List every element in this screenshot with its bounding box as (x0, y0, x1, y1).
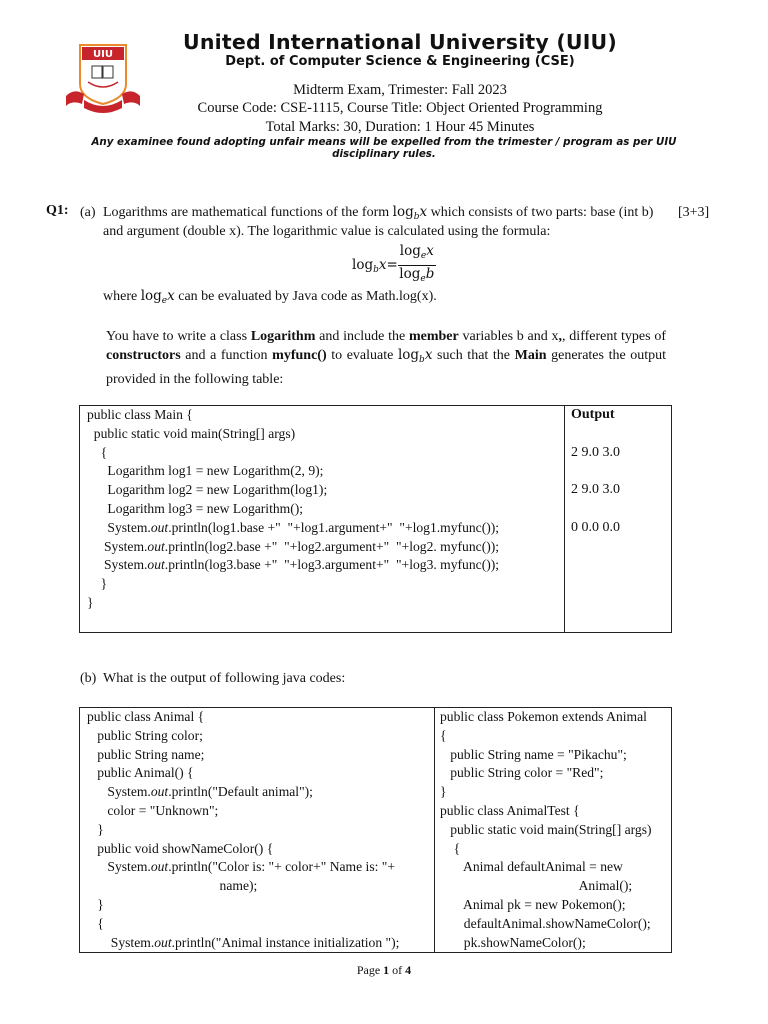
part-b-text: What is the output of following java codes: (103, 671, 346, 686)
page-footer: Page 1 of 4 (356, 963, 412, 977)
main-code: public class Main { public static void main(String[] args) { Logarithm log1 = new Logarithm(2, 9); Logarithm log2 = new Logarithm(log1); Logarithm log3 = new Logarithm(); System.out.println(log1.base +" "+log1.argument+" "+log1.myfunc()); System.out.println(log2.base +" "+log2.argument+" "+log2. myfunc()); System.out.println(log3.base +" "+log3.argument+" "+log3. myfunc()); } } (87, 407, 500, 610)
logo-text: UIU (93, 49, 113, 60)
pokemon-class-cell (435, 708, 672, 953)
where-line: where $\log_ex$ can be evaluated by Java code as Math.log(x). (103, 288, 437, 306)
part-a-line2: and argument (double x). The logarithmic value is calculated using the formula: (103, 224, 551, 239)
log-formula: $\log_bx=$ $\frac{\log_ex}{\log_eb}$ (352, 243, 435, 284)
animal-code-table (79, 707, 672, 953)
output-row-2: 2 9.0 3.0 (571, 482, 620, 498)
course-line: Course Code: CSE-1115, Course Title: Object Oriented Programming (197, 100, 603, 116)
animal-class-cell (80, 708, 435, 953)
animal-class-code: public class Animal { public String color; public String name; public Animal() { System.out.println("Default animal"); color = "Unknown"; } public void showNameColor() { System.out.println("Color is: "+ color+" Name is: "+ name); } { System.out.println("Animal instance initialization "); (87, 709, 400, 950)
department-title: Dept. of Computer Science & Engineering (CSE) (225, 54, 575, 69)
university-title: United International University (UIU) (183, 30, 617, 54)
part-a-line1: Logarithms are mathematical functions of the form $\log_bx$ which consists of two parts: base (int b) (103, 204, 654, 222)
question-marks: [3+3] (678, 205, 710, 220)
part-a-label: (a) (80, 205, 96, 220)
question-label: Q1: (46, 203, 69, 218)
exam-line: Midterm Exam, Trimester: Fall 2023 (293, 82, 507, 98)
part-b-label: (b) (80, 671, 97, 686)
log-expression: $\log_bx$ (392, 204, 428, 222)
task-paragraph: You have to write a class Logarithm and include the member variables b and x,, different types of constructors and a function myfunc() to evaluate $\log_bx$ such that the Main generates the output provided in the following table: (106, 329, 667, 387)
output-cell (565, 406, 672, 633)
output-row-1: 2 9.0 3.0 (571, 444, 620, 460)
main-code-table (79, 405, 672, 633)
marks-line: Total Marks: 30, Duration: 1 Hour 45 Minutes (265, 119, 535, 135)
output-header: Output (571, 407, 615, 422)
main-code-cell (80, 406, 565, 633)
exam-notice: Any examinee found adopting unfair means will be expelled from the trimester / program as per UIU disciplinary rules. (91, 136, 677, 160)
pokemon-class-code: public class Pokemon extends Animal { public String name = "Pikachu"; public String color = "Red"; } public class AnimalTest { public static void main(String[] args) { Animal defaultAnimal = new Animal(); Animal pk = new Pokemon(); defaultAnimal.showNameColor(); pk.showNameColor(); (440, 709, 652, 950)
output-row-3: 0 0.0 0.0 (571, 519, 620, 535)
